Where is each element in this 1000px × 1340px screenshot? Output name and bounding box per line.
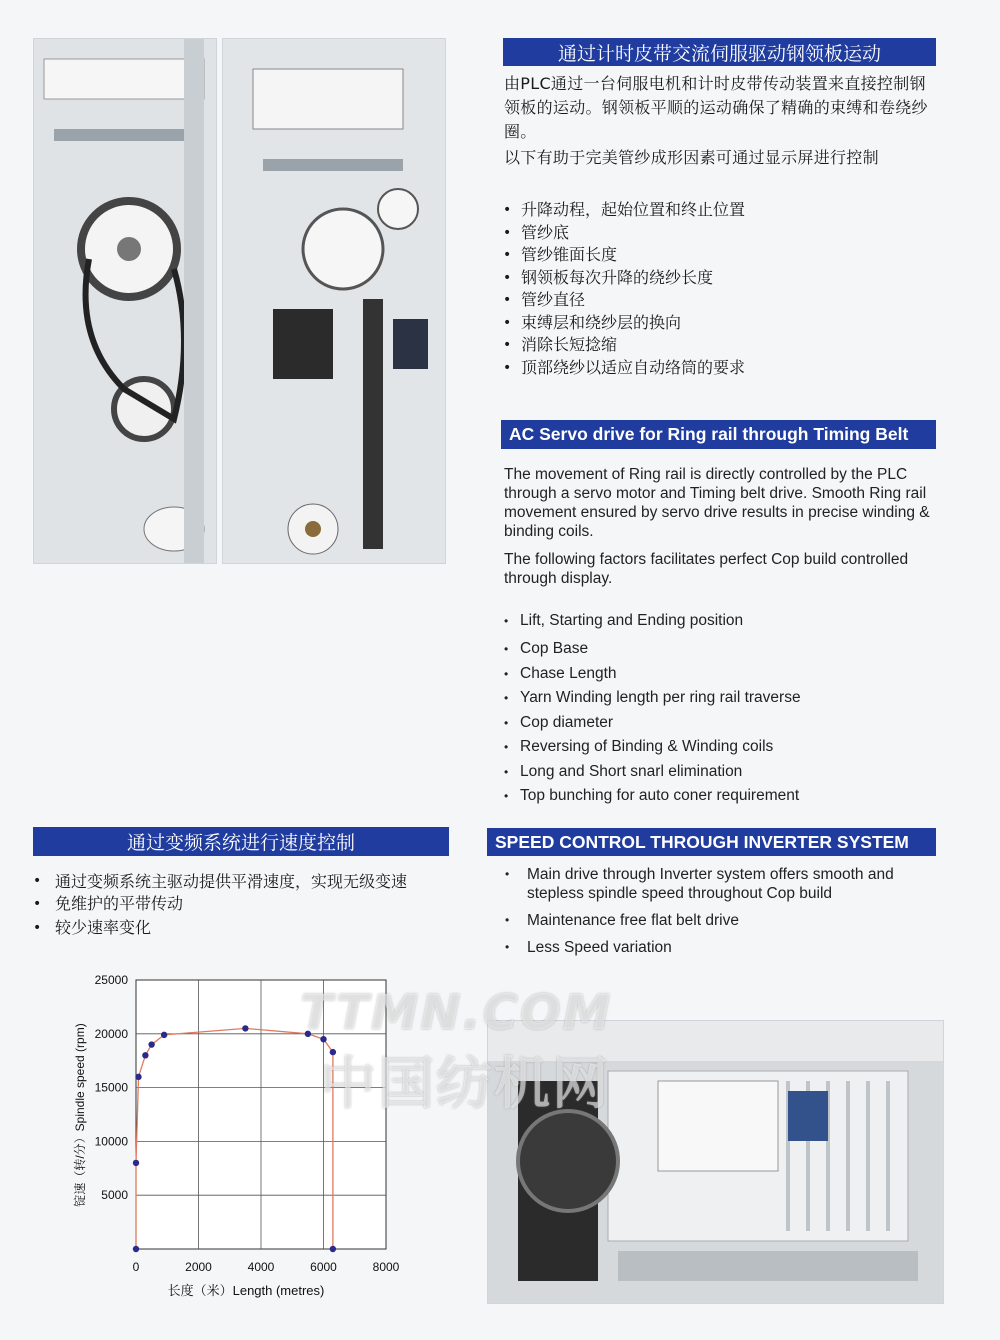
list-item: • 管纱直径	[503, 289, 933, 312]
list-item: • Less Speed variation	[503, 938, 923, 957]
data-point	[320, 1036, 326, 1042]
list-item: • Yarn Winding length per ring rail traverse	[502, 688, 932, 708]
machine-photo-right	[222, 38, 446, 564]
y-tick-label: 20000	[94, 1026, 128, 1041]
list-item: • Maintenance free flat belt drive	[503, 911, 923, 930]
list-item: • 升降动程，起始位置和终止位置	[503, 199, 933, 222]
y-tick-label: 5000	[101, 1188, 128, 1203]
x-tick-label: 8000	[372, 1260, 400, 1274]
x-tick-label: 0	[132, 1260, 140, 1274]
inverter-motor-photo	[487, 1020, 944, 1304]
list-item: • Cop diameter	[502, 713, 932, 733]
servo-en-para1: The movement of Ring rail is directly controlled by the PLC through a servo motor and Timing belt drive. Smooth Ring rail movement ensured by servo drive results in precise winding & binding coils.	[504, 466, 930, 540]
servo-zh-title: 通过计时皮带交流伺服驱动钢领板运动	[503, 38, 936, 66]
servo-zh-para2: 以下有助于完美管纱成形因素可通过显示屏进行控制	[504, 148, 879, 167]
data-point	[305, 1031, 311, 1037]
servo-zh-list	[503, 199, 933, 379]
data-point	[242, 1025, 248, 1031]
speed-en-title: SPEED CONTROL THROUGH INVERTER SYSTEM	[487, 828, 936, 856]
list-item: • Lift, Starting and Ending position	[502, 611, 932, 631]
list-item: • 管纱底	[503, 222, 933, 245]
list-item: • 顶部绕纱以适应自动络筒的要求	[503, 357, 933, 380]
machine-photo-left	[33, 38, 217, 564]
list-item: • Top bunching for auto coner requirement	[502, 786, 932, 806]
servo-zh-para1: 由PLC通过一台伺服电机和计时皮带传动装置来直接控制钢领板的运动。钢领板平顺的运动确保了精确的束缚和卷绕纱圈。	[504, 74, 928, 141]
speed-zh-title: 通过变频系统进行速度控制	[33, 827, 449, 856]
watermark-line2: 中国纺机网	[320, 1052, 610, 1117]
servo-en-list	[502, 611, 932, 806]
list-item: • 消除长短捻缩	[503, 334, 933, 357]
list-item: • Chase Length	[502, 664, 932, 684]
x-tick-label: 4000	[247, 1260, 275, 1274]
data-point	[142, 1052, 148, 1058]
servo-en-para2: The following factors facilitates perfect Cop build controlled through display.	[504, 551, 909, 587]
data-point	[133, 1160, 139, 1166]
list-item: • 管纱锥面长度	[503, 244, 933, 267]
y-axis-label: 锭速（转/分）Spindle speed (rpm)	[73, 1023, 87, 1207]
servo-en-title: AC Servo drive for Ring rail through Timing Belt	[501, 420, 936, 449]
data-point	[161, 1032, 167, 1038]
y-tick-label: 15000	[94, 1080, 128, 1095]
list-item: • Cop Base	[502, 639, 932, 659]
list-item: • 通过变频系统主驱动提供平滑速度，实现无级变速	[33, 871, 445, 892]
y-tick-label: 25000	[94, 973, 128, 987]
data-point	[148, 1041, 154, 1047]
x-tick-label: 2000	[185, 1260, 212, 1274]
list-item: • Long and Short snarl elimination	[502, 762, 932, 782]
list-item: • 免维护的平带传动	[33, 892, 445, 916]
list-item: • Reversing of Binding & Winding coils	[502, 737, 932, 757]
data-point	[133, 1246, 139, 1252]
list-item: • 较少速率变化	[33, 916, 445, 940]
speed-chart	[40, 965, 480, 1305]
watermark-line1: TTMN.COM	[300, 985, 613, 1041]
list-item: • 束缚层和绕纱层的换向	[503, 312, 933, 335]
x-tick-label: 6000	[310, 1260, 337, 1274]
data-point	[330, 1049, 336, 1055]
y-tick-label: 10000	[94, 1134, 128, 1149]
speed-zh-list	[33, 871, 445, 940]
list-item: • Main drive through Inverter system offers smooth and stepless spindle speed throughout Cop build	[503, 865, 923, 903]
x-axis-label: 长度（米）Length (metres)	[167, 1283, 325, 1298]
data-point	[135, 1074, 141, 1080]
speed-en-list	[503, 865, 923, 957]
list-item: • 钢领板每次升降的绕纱长度	[503, 267, 933, 290]
data-point	[330, 1246, 336, 1252]
